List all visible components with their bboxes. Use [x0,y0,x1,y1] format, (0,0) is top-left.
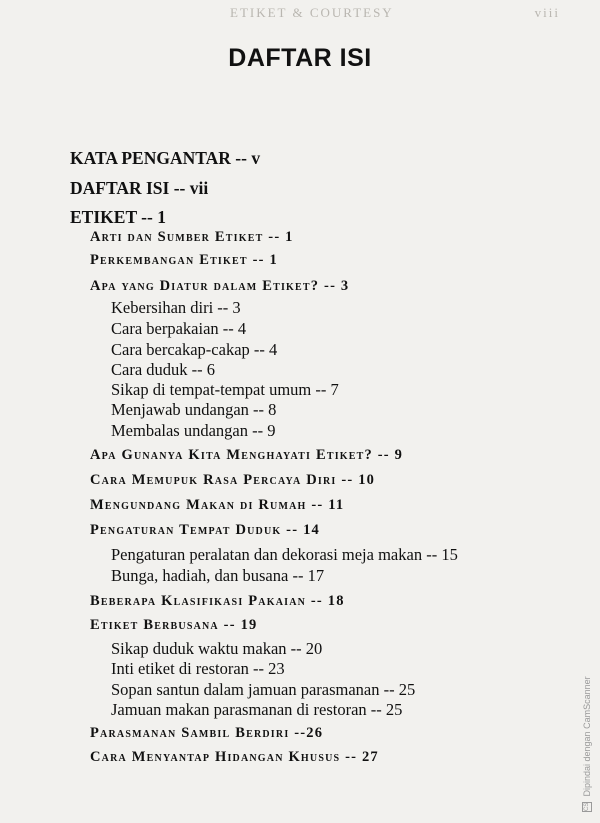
toc-entry-sikap-tempat-umum: Sikap di tempat-tempat umum -- 7 [111,380,339,399]
scanner-logo-icon: CS [584,802,590,811]
toc-entry-cara-duduk: Cara duduk -- 6 [111,360,216,379]
toc-entry-sopan-santun-parasmanan: Sopan santun dalam jamuan parasmanan -- 25 [111,680,416,699]
scanner-watermark-text: Dipindai dengan CamScanner [582,676,592,797]
toc-entry-peralatan-dekorasi: Pengaturan peralatan dan dekorasi meja makan -- 15 [111,545,458,564]
page-title: DAFTAR ISI [228,44,372,72]
toc-entry-daftar-isi: DAFTAR ISI -- vii [70,178,209,198]
toc-entry-parasmanan-berdiri: Parasmanan Sambil Berdiri --26 [90,725,324,741]
toc-entry-sikap-duduk-makan: Sikap duduk waktu makan -- 20 [111,639,323,658]
toc-entry-bunga-hadiah-busana: Bunga, hadiah, dan busana -- 17 [111,566,325,585]
running-page-number: viii [534,5,560,20]
toc-entry-menjawab-undangan: Menjawab undangan -- 8 [111,400,277,419]
scanner-watermark [582,632,594,812]
toc-entry-arti-sumber-etiket: Arti dan Sumber Etiket -- 1 [90,229,294,245]
toc-entry-membalas-undangan: Membalas undangan -- 9 [111,421,276,440]
toc-entry-mengundang-makan: Mengundang Makan di Rumah -- 11 [90,497,345,513]
toc-entry-hidangan-khusus: Cara Menyantap Hidangan Khusus -- 27 [90,749,379,765]
toc-entry-kebersihan-diri: Kebersihan diri -- 3 [111,298,241,317]
toc-entry-apa-yang-diatur: Apa yang Diatur dalam Etiket? -- 3 [90,278,350,294]
toc-entry-etiket-berbusana: Etiket Berbusana -- 19 [90,617,258,633]
toc-entry-apa-gunanya: Apa Gunanya Kita Menghayati Etiket? -- 9 [90,447,404,463]
toc-entry-kata-pengantar: KATA PENGANTAR -- v [70,148,261,168]
running-title: ETIKET & COURTESY [230,5,394,20]
toc-entry-jamuan-parasmanan-restoran: Jamuan makan parasmanan di restoran -- 25 [111,700,403,719]
toc-entry-pengaturan-tempat-duduk: Pengaturan Tempat Duduk -- 14 [90,522,320,538]
toc-entry-etiket: ETIKET -- 1 [70,207,166,227]
toc-entry-perkembangan-etiket: Perkembangan Etiket -- 1 [90,252,278,268]
toc-entry-rasa-percaya-diri: Cara Memupuk Rasa Percaya Diri -- 10 [90,472,376,488]
toc-entry-inti-etiket-restoran: Inti etiket di restoran -- 23 [111,659,285,678]
toc-entry-cara-berpakaian: Cara berpakaian -- 4 [111,319,247,338]
toc-entry-klasifikasi-pakaian: Beberapa Klasifikasi Pakaian -- 18 [90,593,345,609]
toc-entry-cara-bercakap: Cara bercakap-cakap -- 4 [111,340,278,359]
